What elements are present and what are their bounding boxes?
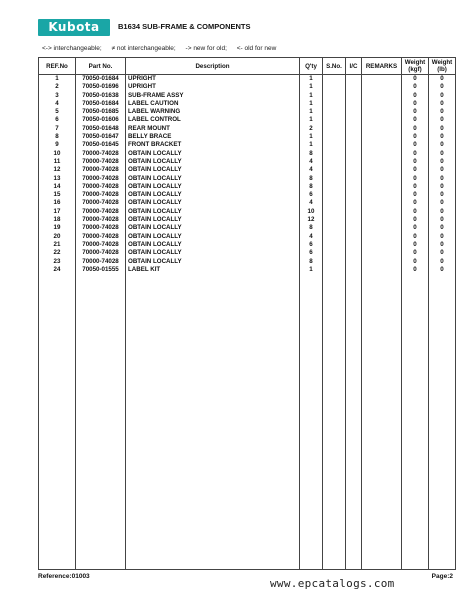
row-ref: 8 <box>39 133 76 141</box>
empty-cell <box>362 274 402 569</box>
row-ic <box>346 100 362 108</box>
row-part-no: 70000-74028 <box>76 249 126 257</box>
row-ref: 16 <box>39 199 76 207</box>
row-ref: 3 <box>39 92 76 100</box>
row-sno <box>323 224 346 232</box>
row-ref: 20 <box>39 233 76 241</box>
row-remarks <box>362 92 402 100</box>
row-ic <box>346 108 362 116</box>
row-description: OBTAIN LOCALLY <box>126 249 300 257</box>
row-sno <box>323 216 346 224</box>
row-part-no: 70000-74028 <box>76 258 126 266</box>
row-sno <box>323 175 346 183</box>
row-remarks <box>362 158 402 166</box>
row-weight-lb: 0 <box>429 216 456 224</box>
row-remarks <box>362 125 402 133</box>
row-weight-kgf: 0 <box>402 108 429 116</box>
row-ref: 21 <box>39 241 76 249</box>
row-ic <box>346 92 362 100</box>
row-weight-lb: 0 <box>429 83 456 91</box>
row-part-no: 70000-74028 <box>76 233 126 241</box>
row-qty: 8 <box>300 224 323 232</box>
col-header-ref: REF.No <box>39 58 76 75</box>
row-weight-kgf: 0 <box>402 208 429 216</box>
row-description: LABEL CONTROL <box>126 116 300 124</box>
empty-cell <box>76 274 126 569</box>
row-part-no: 70050-01684 <box>76 75 126 84</box>
row-part-no: 70000-74028 <box>76 241 126 249</box>
table-row <box>39 241 456 249</box>
table-row <box>39 233 456 241</box>
row-qty: 6 <box>300 249 323 257</box>
row-description: OBTAIN LOCALLY <box>126 208 300 216</box>
row-ref: 2 <box>39 83 76 91</box>
row-ref: 11 <box>39 158 76 166</box>
row-part-no: 70000-74028 <box>76 166 126 174</box>
row-weight-lb: 0 <box>429 258 456 266</box>
row-remarks <box>362 208 402 216</box>
row-weight-lb: 0 <box>429 233 456 241</box>
row-part-no: 70050-01555 <box>76 266 126 274</box>
table-row <box>39 83 456 91</box>
row-ref: 22 <box>39 249 76 257</box>
row-description: LABEL WARNING <box>126 108 300 116</box>
row-weight-lb: 0 <box>429 199 456 207</box>
row-ref: 17 <box>39 208 76 216</box>
row-description: OBTAIN LOCALLY <box>126 175 300 183</box>
row-qty: 1 <box>300 133 323 141</box>
row-remarks <box>362 266 402 274</box>
row-sno <box>323 75 346 84</box>
row-weight-lb: 0 <box>429 100 456 108</box>
row-part-no: 70000-74028 <box>76 224 126 232</box>
col-header-ic: I/C <box>346 58 362 75</box>
empty-cell <box>300 274 323 569</box>
table-row <box>39 266 456 274</box>
page-title: B1634 SUB-FRAME & COMPONENTS <box>118 22 251 31</box>
row-weight-lb: 0 <box>429 150 456 158</box>
row-description: OBTAIN LOCALLY <box>126 258 300 266</box>
table-filler-row <box>39 274 456 569</box>
row-qty: 8 <box>300 258 323 266</box>
row-weight-kgf: 0 <box>402 158 429 166</box>
col-header-weight-kgf: Weight (kgf) <box>402 58 429 75</box>
empty-cell <box>402 274 429 569</box>
row-qty: 6 <box>300 241 323 249</box>
row-qty: 10 <box>300 208 323 216</box>
row-part-no: 70000-74028 <box>76 208 126 216</box>
row-weight-lb: 0 <box>429 125 456 133</box>
row-ref: 14 <box>39 183 76 191</box>
row-weight-kgf: 0 <box>402 249 429 257</box>
row-qty: 1 <box>300 266 323 274</box>
row-remarks <box>362 191 402 199</box>
row-weight-lb: 0 <box>429 224 456 232</box>
row-description: OBTAIN LOCALLY <box>126 191 300 199</box>
table-row <box>39 249 456 257</box>
watermark-url: www.epcatalogs.com <box>270 577 395 590</box>
row-ic <box>346 191 362 199</box>
row-part-no: 70000-74028 <box>76 183 126 191</box>
row-weight-kgf: 0 <box>402 183 429 191</box>
row-sno <box>323 108 346 116</box>
row-part-no: 70050-01685 <box>76 108 126 116</box>
legend-interchangeable: <-> interchangeable; <box>42 45 102 52</box>
row-remarks <box>362 233 402 241</box>
row-description: LABEL CAUTION <box>126 100 300 108</box>
row-part-no: 70000-74028 <box>76 199 126 207</box>
empty-cell <box>429 274 456 569</box>
row-ic <box>346 141 362 149</box>
row-qty: 1 <box>300 83 323 91</box>
row-part-no: 70050-01606 <box>76 116 126 124</box>
row-ic <box>346 75 362 84</box>
row-description: OBTAIN LOCALLY <box>126 158 300 166</box>
row-description: FRONT BRACKET <box>126 141 300 149</box>
row-weight-lb: 0 <box>429 183 456 191</box>
row-sno <box>323 191 346 199</box>
row-ic <box>346 175 362 183</box>
row-description: OBTAIN LOCALLY <box>126 183 300 191</box>
row-qty: 2 <box>300 125 323 133</box>
row-part-no: 70050-01645 <box>76 141 126 149</box>
row-weight-kgf: 0 <box>402 92 429 100</box>
table-row <box>39 183 456 191</box>
reference-code: Reference:01003 <box>38 573 90 580</box>
row-remarks <box>362 100 402 108</box>
row-ref: 18 <box>39 216 76 224</box>
table-row <box>39 75 456 84</box>
row-ic <box>346 266 362 274</box>
row-ic <box>346 249 362 257</box>
row-weight-kgf: 0 <box>402 116 429 124</box>
row-part-no: 70050-01696 <box>76 83 126 91</box>
row-qty: 8 <box>300 183 323 191</box>
table-row <box>39 216 456 224</box>
row-part-no: 70050-01638 <box>76 92 126 100</box>
row-description: UPRIGHT <box>126 83 300 91</box>
row-ic <box>346 199 362 207</box>
table-row <box>39 100 456 108</box>
row-description: SUB-FRAME ASSY <box>126 92 300 100</box>
row-weight-lb: 0 <box>429 249 456 257</box>
row-sno <box>323 141 346 149</box>
row-ic <box>346 166 362 174</box>
row-ic <box>346 216 362 224</box>
row-sno <box>323 83 346 91</box>
row-weight-kgf: 0 <box>402 233 429 241</box>
row-description: OBTAIN LOCALLY <box>126 241 300 249</box>
row-ic <box>346 241 362 249</box>
row-weight-kgf: 0 <box>402 199 429 207</box>
interchangeability-legend <box>42 45 284 52</box>
row-remarks <box>362 224 402 232</box>
row-weight-lb: 0 <box>429 133 456 141</box>
table-row <box>39 92 456 100</box>
row-remarks <box>362 166 402 174</box>
row-weight-kgf: 0 <box>402 166 429 174</box>
row-weight-lb: 0 <box>429 92 456 100</box>
row-description: OBTAIN LOCALLY <box>126 216 300 224</box>
table-row <box>39 116 456 124</box>
row-qty: 1 <box>300 116 323 124</box>
row-weight-kgf: 0 <box>402 125 429 133</box>
row-remarks <box>362 133 402 141</box>
row-remarks <box>362 83 402 91</box>
row-qty: 4 <box>300 158 323 166</box>
row-qty: 1 <box>300 100 323 108</box>
row-remarks <box>362 150 402 158</box>
legend-not-interchangeable: ≠ not interchangeable; <box>111 45 176 52</box>
row-part-no: 70000-74028 <box>76 191 126 199</box>
table-row <box>39 258 456 266</box>
table-row <box>39 208 456 216</box>
row-weight-lb: 0 <box>429 191 456 199</box>
row-ic <box>346 150 362 158</box>
row-weight-kgf: 0 <box>402 266 429 274</box>
row-remarks <box>362 175 402 183</box>
row-weight-lb: 0 <box>429 208 456 216</box>
kubota-logo <box>38 19 110 36</box>
legend-new-for-old: -> new for old; <box>185 45 227 52</box>
row-remarks <box>362 183 402 191</box>
row-qty: 4 <box>300 199 323 207</box>
row-description: BELLY BRACE <box>126 133 300 141</box>
legend-old-for-new: <- old for new <box>236 45 277 52</box>
row-sno <box>323 133 346 141</box>
row-ref: 24 <box>39 266 76 274</box>
logo-text: Kubota <box>48 20 100 34</box>
row-part-no: 70000-74028 <box>76 150 126 158</box>
row-remarks <box>362 141 402 149</box>
col-header-weight-lb: Weight (lb) <box>429 58 456 75</box>
table-row <box>39 108 456 116</box>
table-row <box>39 150 456 158</box>
empty-cell <box>346 274 362 569</box>
row-qty: 1 <box>300 75 323 84</box>
row-qty: 4 <box>300 166 323 174</box>
row-ref: 10 <box>39 150 76 158</box>
row-qty: 12 <box>300 216 323 224</box>
row-ref: 6 <box>39 116 76 124</box>
row-ic <box>346 83 362 91</box>
table-row <box>39 224 456 232</box>
table-row <box>39 141 456 149</box>
row-ref: 1 <box>39 75 76 84</box>
row-qty: 1 <box>300 92 323 100</box>
table-row <box>39 133 456 141</box>
row-description: LABEL KIT <box>126 266 300 274</box>
row-sno <box>323 258 346 266</box>
row-qty: 4 <box>300 233 323 241</box>
row-ic <box>346 233 362 241</box>
row-ic <box>346 116 362 124</box>
row-ref: 13 <box>39 175 76 183</box>
row-weight-lb: 0 <box>429 108 456 116</box>
row-remarks <box>362 241 402 249</box>
page-number: Page:2 <box>431 573 453 580</box>
row-weight-kgf: 0 <box>402 83 429 91</box>
row-ref: 7 <box>39 125 76 133</box>
row-weight-lb: 0 <box>429 266 456 274</box>
row-weight-lb: 0 <box>429 75 456 84</box>
row-sno <box>323 100 346 108</box>
row-weight-kgf: 0 <box>402 133 429 141</box>
row-remarks <box>362 249 402 257</box>
row-description: OBTAIN LOCALLY <box>126 224 300 232</box>
row-part-no: 70000-74028 <box>76 175 126 183</box>
row-weight-kgf: 0 <box>402 141 429 149</box>
row-qty: 1 <box>300 108 323 116</box>
row-part-no: 70000-74028 <box>76 158 126 166</box>
parts-table <box>38 57 456 570</box>
row-sno <box>323 183 346 191</box>
row-weight-kgf: 0 <box>402 100 429 108</box>
table-row <box>39 191 456 199</box>
row-remarks <box>362 258 402 266</box>
empty-cell <box>323 274 346 569</box>
row-weight-kgf: 0 <box>402 224 429 232</box>
row-weight-lb: 0 <box>429 166 456 174</box>
col-header-desc: Description <box>126 58 300 75</box>
row-description: REAR MOUNT <box>126 125 300 133</box>
row-ref: 9 <box>39 141 76 149</box>
row-sno <box>323 208 346 216</box>
col-header-remarks: REMARKS <box>362 58 402 75</box>
row-sno <box>323 116 346 124</box>
row-weight-lb: 0 <box>429 175 456 183</box>
row-sno <box>323 158 346 166</box>
row-weight-kgf: 0 <box>402 258 429 266</box>
col-header-part: Part No. <box>76 58 126 75</box>
row-remarks <box>362 108 402 116</box>
row-ref: 4 <box>39 100 76 108</box>
row-ic <box>346 258 362 266</box>
row-weight-kgf: 0 <box>402 175 429 183</box>
row-part-no: 70050-01648 <box>76 125 126 133</box>
parts-table-body <box>39 75 456 570</box>
row-description: OBTAIN LOCALLY <box>126 150 300 158</box>
row-sno <box>323 249 346 257</box>
row-weight-kgf: 0 <box>402 216 429 224</box>
row-sno <box>323 92 346 100</box>
row-ref: 12 <box>39 166 76 174</box>
row-sno <box>323 233 346 241</box>
row-description: UPRIGHT <box>126 75 300 84</box>
table-row <box>39 158 456 166</box>
row-weight-kgf: 0 <box>402 241 429 249</box>
row-ic <box>346 224 362 232</box>
table-row <box>39 166 456 174</box>
row-ref: 23 <box>39 258 76 266</box>
row-weight-lb: 0 <box>429 141 456 149</box>
row-weight-lb: 0 <box>429 116 456 124</box>
row-remarks <box>362 216 402 224</box>
row-weight-lb: 0 <box>429 241 456 249</box>
row-qty: 8 <box>300 175 323 183</box>
row-ic <box>346 208 362 216</box>
col-header-sno: S.No. <box>323 58 346 75</box>
row-qty: 1 <box>300 141 323 149</box>
row-ref: 15 <box>39 191 76 199</box>
row-sno <box>323 150 346 158</box>
row-ic <box>346 158 362 166</box>
row-remarks <box>362 75 402 84</box>
row-sno <box>323 166 346 174</box>
row-sno <box>323 241 346 249</box>
row-ref: 5 <box>39 108 76 116</box>
row-ref: 19 <box>39 224 76 232</box>
row-description: OBTAIN LOCALLY <box>126 199 300 207</box>
row-ic <box>346 133 362 141</box>
row-sno <box>323 199 346 207</box>
row-qty: 6 <box>300 191 323 199</box>
row-description: OBTAIN LOCALLY <box>126 233 300 241</box>
row-sno <box>323 266 346 274</box>
row-ic <box>346 183 362 191</box>
row-part-no: 70050-01684 <box>76 100 126 108</box>
table-header-row <box>39 58 456 75</box>
row-remarks <box>362 116 402 124</box>
empty-cell <box>126 274 300 569</box>
table-row <box>39 199 456 207</box>
row-part-no: 70000-74028 <box>76 216 126 224</box>
empty-cell <box>39 274 76 569</box>
row-description: OBTAIN LOCALLY <box>126 166 300 174</box>
row-sno <box>323 125 346 133</box>
row-remarks <box>362 199 402 207</box>
row-weight-kgf: 0 <box>402 150 429 158</box>
row-part-no: 70050-01647 <box>76 133 126 141</box>
row-weight-kgf: 0 <box>402 75 429 84</box>
table-row <box>39 125 456 133</box>
col-header-qty: Q'ty <box>300 58 323 75</box>
row-qty: 8 <box>300 150 323 158</box>
row-weight-kgf: 0 <box>402 191 429 199</box>
table-row <box>39 175 456 183</box>
row-weight-lb: 0 <box>429 158 456 166</box>
row-ic <box>346 125 362 133</box>
